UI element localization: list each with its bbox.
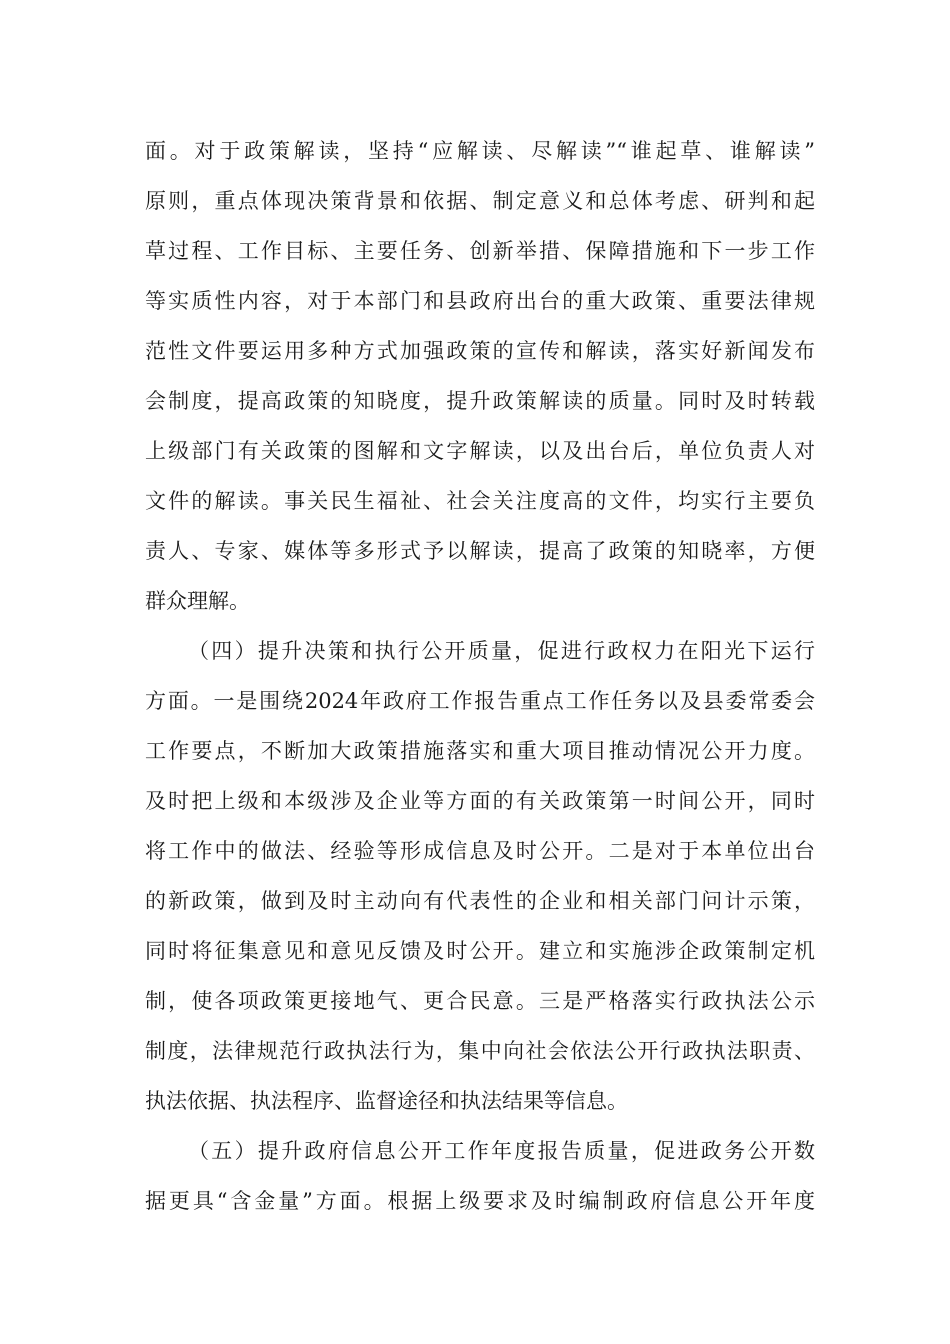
body-text-line: 及时把上级和本级涉及企业等方面的有关政策第一时间公开，同时 [145, 789, 815, 813]
section-heading-line: （四）提升决策和执行公开质量，促进行政权力在阳光下运行 [188, 639, 815, 663]
body-text-line: 据更具“含金量”方面。根据上级要求及时编制政府信息公开年度 [145, 1189, 815, 1213]
body-text-line: 会制度，提高政策的知晓度，提升政策解读的质量。同时及时转载 [145, 389, 815, 413]
body-text-line: 等实质性内容，对于本部门和县政府出台的重大政策、重要法律规 [145, 289, 815, 313]
body-text-line: 制，使各项政策更接地气、更合民意。三是严格落实行政执法公示 [145, 989, 815, 1013]
body-text-line: 范性文件要运用多种方式加强政策的宣传和解读，落实好新闻发布 [145, 339, 815, 363]
body-text-line: 工作要点，不断加大政策措施落实和重大项目推动情况公开力度。 [145, 739, 815, 763]
body-text-line: 制度，法律规范行政执法行为，集中向社会依法公开行政执法职责、 [145, 1039, 815, 1063]
body-text-line: 草过程、工作目标、主要任务、创新举措、保障措施和下一步工作 [145, 239, 815, 263]
body-text-line: 同时将征集意见和意见反馈及时公开。建立和实施涉企政策制定机 [145, 939, 815, 963]
body-text-line: 群众理解。 [145, 589, 250, 613]
section-heading-line: （五）提升政府信息公开工作年度报告质量，促进政务公开数 [188, 1139, 815, 1163]
body-text-line: 上级部门有关政策的图解和文字解读，以及出台后，单位负责人对 [145, 439, 815, 463]
body-text-line: 的新政策，做到及时主动向有代表性的企业和相关部门问计示策， [145, 889, 815, 913]
body-text-line: 责人、专家、媒体等多形式予以解读，提高了政策的知晓率，方便 [145, 539, 815, 563]
body-text-line: 原则，重点体现决策背景和依据、制定意义和总体考虑、研判和起 [145, 189, 815, 213]
body-text-line: 将工作中的做法、经验等形成信息及时公开。二是对于本单位出台 [145, 839, 815, 863]
body-text-line: 执法依据、执法程序、监督途径和执法结果等信息。 [145, 1089, 628, 1113]
body-text-line: 方面。一是围绕2024年政府工作报告重点工作任务以及县委常委会 [145, 689, 815, 713]
body-text-line: 文件的解读。事关民生福祉、社会关注度高的文件，均实行主要负 [145, 489, 815, 513]
body-text-line: 面。对于政策解读，坚持“应解读、尽解读”“谁起草、谁解读” [145, 139, 815, 163]
